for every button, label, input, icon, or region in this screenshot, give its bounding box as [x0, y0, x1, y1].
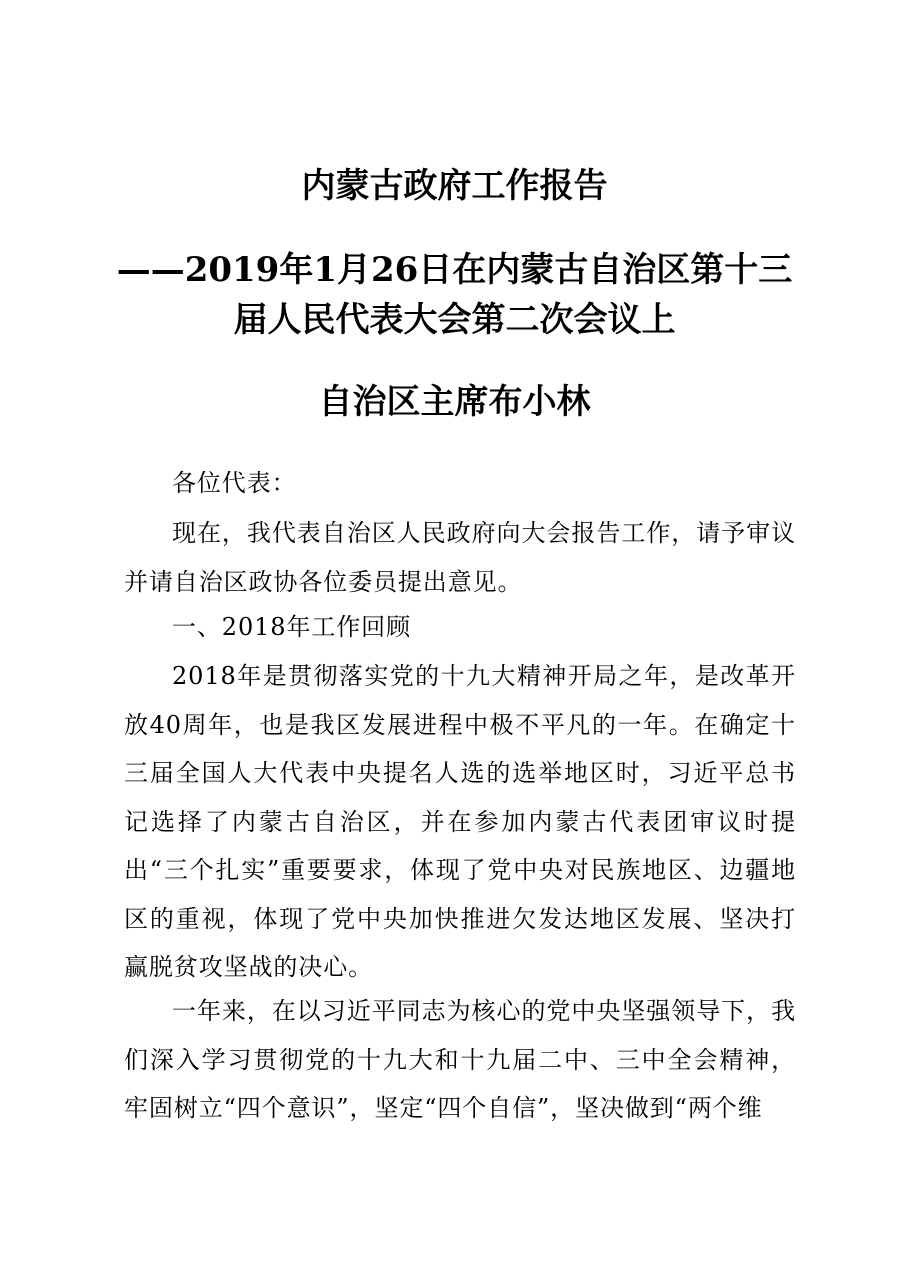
document-subtitle-line-2: 届人民代表大会第二次会议上 — [233, 300, 676, 340]
document-speaker: 自治区主席布小林 — [318, 382, 591, 422]
achievements-paragraph: 一年来，在以习近平同志为核心的党中央坚强领导下，我们深入学习贯彻党的十九大和十九届二中、三中全会精神，牢固树立“四个意识”，坚定“四个自信”，坚决做到“两个维 — [124, 997, 796, 1122]
salutation-paragraph: 各位代表： — [172, 469, 297, 497]
intro-paragraph: 现在，我代表自治区人民政府向大会报告工作，请予审议并请自治区政协各位委员提出意见。 — [124, 519, 796, 596]
document-subtitle-line-1: ——2019年1月26日在内蒙古自治区第十三 — [116, 250, 793, 290]
document-title: 内蒙古政府工作报告 — [301, 166, 608, 206]
review-paragraph: 2018年是贯彻落实党的十九大精神开局之年，是改革开放40周年，也是我区发展进程中极不平凡的一年。在确定十三届全国人大代表中央提名人选的选举地区时，习近平总书记选择了内蒙古自治区，并在参加内蒙古代表团审议时提出“三个扎实”重要要求，体现了党中央对民族地区、边疆地区的重视，体现了党中央加快推进欠发达地区发展、坚决打赢脱贫攻坚战的决心。 — [124, 662, 796, 981]
section-heading: 一、2018年工作回顾 — [172, 613, 411, 641]
